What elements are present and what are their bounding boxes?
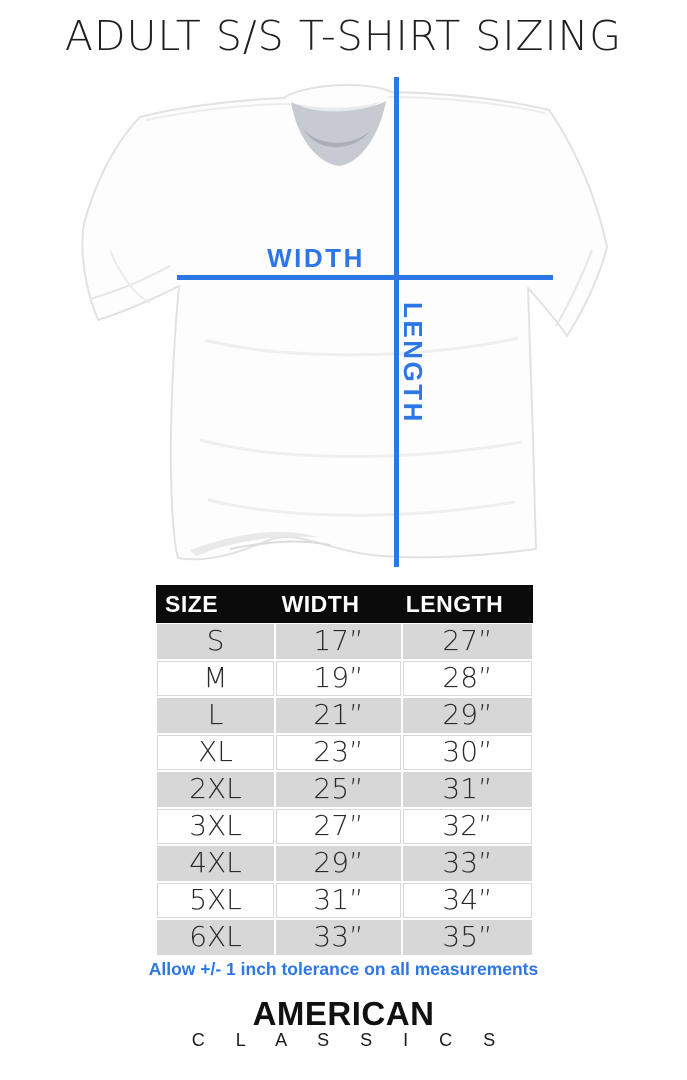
cell-size: 2XL	[156, 771, 275, 808]
cell-length: 35”	[402, 919, 533, 956]
cell-width: 23”	[275, 734, 402, 771]
cell-size: S	[156, 623, 275, 660]
header-cell-length	[402, 585, 533, 623]
cell-width: 17”	[275, 623, 402, 660]
table-row	[156, 697, 533, 734]
length-label: LENGTH	[398, 302, 428, 424]
cell-length: 32”	[402, 808, 533, 845]
header-cell-size	[156, 585, 275, 623]
size-chart	[156, 585, 533, 956]
table-row	[156, 882, 533, 919]
table-row	[156, 808, 533, 845]
cell-length: 28”	[402, 660, 533, 697]
header-label-size: SIZE	[165, 590, 219, 617]
cell-length: 33”	[402, 845, 533, 882]
cell-width: 21”	[275, 697, 402, 734]
cell-size: M	[156, 660, 275, 697]
cell-size: 3XL	[156, 808, 275, 845]
table-row	[156, 771, 533, 808]
size-chart-body	[156, 623, 533, 956]
table-row	[156, 660, 533, 697]
header-label-width: WIDTH	[281, 590, 360, 617]
cell-length: 31”	[402, 771, 533, 808]
brand-subname: C L A S S I C S	[191, 1030, 509, 1050]
table-row	[156, 734, 533, 771]
cell-length: 30”	[402, 734, 533, 771]
cell-width: 27”	[275, 808, 402, 845]
size-chart-header	[156, 585, 533, 623]
brand-name: AMERICAN	[252, 995, 435, 1032]
cell-size: 5XL	[156, 882, 275, 919]
cell-width: 25”	[275, 771, 402, 808]
table-row	[156, 919, 533, 956]
cell-size: 4XL	[156, 845, 275, 882]
header-cell-width	[275, 585, 402, 623]
tolerance-note: Allow +/- 1 inch tolerance on all measurements	[148, 959, 539, 979]
cell-width: 33”	[275, 919, 402, 956]
cell-width: 31”	[275, 882, 402, 919]
cell-width: 29”	[275, 845, 402, 882]
cell-width: 19”	[275, 660, 402, 697]
brand-logo	[0, 995, 687, 1050]
table-row	[156, 623, 533, 660]
header-label-length: LENGTH	[405, 590, 504, 617]
table-row	[156, 845, 533, 882]
cell-size: XL	[156, 734, 275, 771]
cell-size: 6XL	[156, 919, 275, 956]
page-title: ADULT S/S T-SHIRT SIZING	[64, 12, 623, 60]
width-label: WIDTH	[267, 243, 365, 273]
cell-length: 27”	[402, 623, 533, 660]
cell-length: 34”	[402, 882, 533, 919]
cell-size: L	[156, 697, 275, 734]
cell-length: 29”	[402, 697, 533, 734]
